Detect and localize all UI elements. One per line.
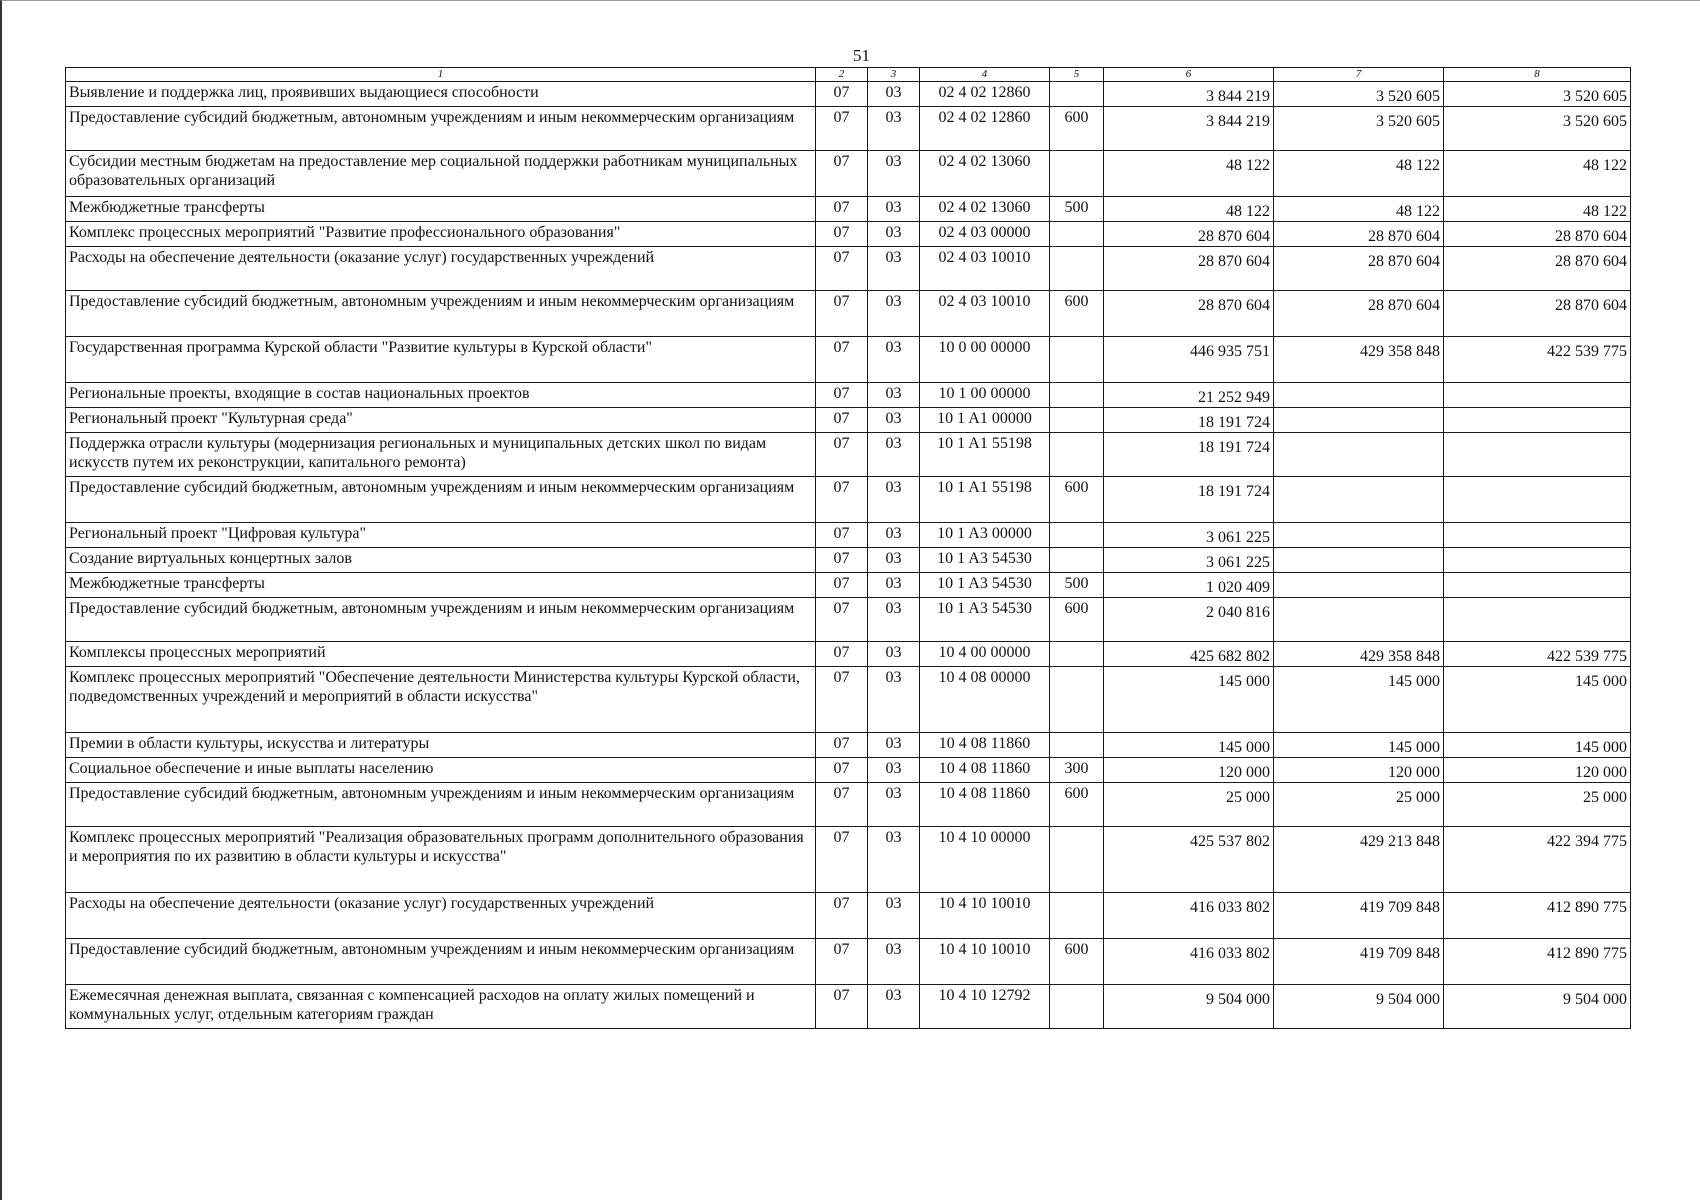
amount-year-3 [1444,383,1631,408]
target-article-code: 10 1 A3 00000 [920,523,1050,548]
page-number: 51 [853,46,870,65]
section-code: 07 [816,222,868,247]
amount-year-1: 28 870 604 [1104,247,1274,291]
amount-year-1: 25 000 [1104,783,1274,827]
section-code: 07 [816,667,868,733]
subsection-code: 03 [868,985,920,1029]
expense-type-code [1050,893,1104,939]
section-code: 07 [816,733,868,758]
amount-year-1: 145 000 [1104,733,1274,758]
amount-year-2: 3 520 605 [1274,107,1444,151]
item-name: Региональный проект "Культурная среда" [66,408,816,433]
column-number: 7 [1274,68,1444,82]
subsection-code: 03 [868,408,920,433]
amount-year-3: 145 000 [1444,733,1631,758]
item-name: Предоставление субсидий бюджетным, автономным учреждениям и иным некоммерческим организациям [66,598,816,642]
subsection-code: 03 [868,107,920,151]
subsection-code: 03 [868,548,920,573]
table-row [66,733,1631,758]
subsection-code: 03 [868,151,920,197]
table-row [66,477,1631,523]
table-row [66,383,1631,408]
subsection-code: 03 [868,197,920,222]
amount-year-3 [1444,408,1631,433]
amount-year-1: 3 061 225 [1104,548,1274,573]
item-name: Межбюджетные трансферты [66,197,816,222]
amount-year-1: 18 191 724 [1104,408,1274,433]
subsection-code: 03 [868,733,920,758]
target-article-code: 10 1 A1 55198 [920,433,1050,477]
item-name: Комплекс процессных мероприятий "Реализация образовательных программ дополнительного образования и мероприятия по их развитию в области культуры и искусства" [66,827,816,893]
table-row [66,433,1631,477]
item-name: Региональный проект "Цифровая культура" [66,523,816,548]
amount-year-3: 48 122 [1444,151,1631,197]
target-article-code: 10 1 A3 54530 [920,573,1050,598]
target-article-code: 02 4 02 12860 [920,82,1050,107]
amount-year-2 [1274,523,1444,548]
amount-year-1: 1 020 409 [1104,573,1274,598]
amount-year-3: 145 000 [1444,667,1631,733]
subsection-code: 03 [868,783,920,827]
amount-year-3: 9 504 000 [1444,985,1631,1029]
expense-type-code [1050,733,1104,758]
item-name: Создание виртуальных концертных залов [66,548,816,573]
budget-table [65,67,1631,1029]
item-name: Расходы на обеспечение деятельности (оказание услуг) государственных учреждений [66,893,816,939]
table-row [66,642,1631,667]
item-name: Предоставление субсидий бюджетным, автономным учреждениям и иным некоммерческим организациям [66,939,816,985]
amount-year-2: 429 358 848 [1274,337,1444,383]
table-row [66,82,1631,107]
table-row [66,107,1631,151]
expense-type-code: 600 [1050,783,1104,827]
section-code: 07 [816,151,868,197]
subsection-code: 03 [868,667,920,733]
amount-year-1: 145 000 [1104,667,1274,733]
amount-year-2: 28 870 604 [1274,247,1444,291]
subsection-code: 03 [868,523,920,548]
amount-year-2 [1274,598,1444,642]
subsection-code: 03 [868,383,920,408]
expense-type-code: 600 [1050,598,1104,642]
amount-year-1: 18 191 724 [1104,433,1274,477]
item-name: Предоставление субсидий бюджетным, автономным учреждениям и иным некоммерческим организациям [66,107,816,151]
amount-year-1: 416 033 802 [1104,893,1274,939]
section-code: 07 [816,548,868,573]
item-name: Региональные проекты, входящие в состав национальных проектов [66,383,816,408]
section-code: 07 [816,642,868,667]
table-row [66,827,1631,893]
table-row [66,151,1631,197]
item-name: Предоставление субсидий бюджетным, автономным учреждениям и иным некоммерческим организациям [66,477,816,523]
table-row [66,783,1631,827]
column-number: 3 [868,68,920,82]
subsection-code: 03 [868,222,920,247]
item-name: Предоставление субсидий бюджетным, автономным учреждениям и иным некоммерческим организациям [66,291,816,337]
expense-type-code [1050,151,1104,197]
expense-type-code [1050,247,1104,291]
target-article-code: 02 4 03 00000 [920,222,1050,247]
table-body [66,82,1631,1029]
amount-year-3: 28 870 604 [1444,247,1631,291]
amount-year-2: 28 870 604 [1274,291,1444,337]
amount-year-1: 3 061 225 [1104,523,1274,548]
amount-year-3 [1444,523,1631,548]
section-code: 07 [816,827,868,893]
amount-year-1: 48 122 [1104,197,1274,222]
amount-year-2 [1274,477,1444,523]
subsection-code: 03 [868,247,920,291]
amount-year-1: 425 537 802 [1104,827,1274,893]
target-article-code: 10 4 08 11860 [920,733,1050,758]
section-code: 07 [816,337,868,383]
section-code: 07 [816,247,868,291]
amount-year-2: 3 520 605 [1274,82,1444,107]
amount-year-2: 145 000 [1274,733,1444,758]
amount-year-3: 48 122 [1444,197,1631,222]
amount-year-2: 419 709 848 [1274,939,1444,985]
amount-year-3 [1444,573,1631,598]
expense-type-code [1050,337,1104,383]
table-row [66,197,1631,222]
amount-year-2: 429 358 848 [1274,642,1444,667]
amount-year-1: 9 504 000 [1104,985,1274,1029]
amount-year-3: 422 394 775 [1444,827,1631,893]
section-code: 07 [816,985,868,1029]
amount-year-2 [1274,433,1444,477]
item-name: Поддержка отрасли культуры (модернизация региональных и муниципальных детских школ по видам искусств путем их реконструкции, капитального ремонта) [66,433,816,477]
amount-year-3: 412 890 775 [1444,893,1631,939]
amount-year-3 [1444,477,1631,523]
amount-year-3: 120 000 [1444,758,1631,783]
subsection-code: 03 [868,939,920,985]
amount-year-2: 48 122 [1274,197,1444,222]
subsection-code: 03 [868,827,920,893]
subsection-code: 03 [868,598,920,642]
item-name: Расходы на обеспечение деятельности (оказание услуг) государственных учреждений [66,247,816,291]
target-article-code: 10 1 00 00000 [920,383,1050,408]
amount-year-2: 419 709 848 [1274,893,1444,939]
amount-year-1: 425 682 802 [1104,642,1274,667]
amount-year-1: 48 122 [1104,151,1274,197]
item-name: Субсидии местным бюджетам на предоставление мер социальной поддержки работникам муниципальных образовательных организаций [66,151,816,197]
item-name: Комплекс процессных мероприятий "Развитие профессионального образования" [66,222,816,247]
amount-year-2: 145 000 [1274,667,1444,733]
amount-year-3: 422 539 775 [1444,337,1631,383]
target-article-code: 10 4 08 11860 [920,758,1050,783]
table-row [66,337,1631,383]
expense-type-code [1050,383,1104,408]
table-row [66,667,1631,733]
expense-type-code [1050,642,1104,667]
column-number: 4 [920,68,1050,82]
column-number-row [66,68,1631,82]
column-number: 6 [1104,68,1274,82]
amount-year-1: 21 252 949 [1104,383,1274,408]
expense-type-code [1050,408,1104,433]
section-code: 07 [816,598,868,642]
amount-year-3: 28 870 604 [1444,222,1631,247]
amount-year-1: 18 191 724 [1104,477,1274,523]
table-row [66,893,1631,939]
item-name: Межбюджетные трансферты [66,573,816,598]
target-article-code: 10 1 A1 55198 [920,477,1050,523]
column-number: 2 [816,68,868,82]
amount-year-1: 3 844 219 [1104,82,1274,107]
table-row [66,939,1631,985]
amount-year-3: 3 520 605 [1444,107,1631,151]
expense-type-code [1050,433,1104,477]
column-number: 8 [1444,68,1631,82]
amount-year-2: 429 213 848 [1274,827,1444,893]
amount-year-1: 2 040 816 [1104,598,1274,642]
amount-year-3: 25 000 [1444,783,1631,827]
expense-type-code: 600 [1050,291,1104,337]
amount-year-3 [1444,598,1631,642]
item-name: Выявление и поддержка лиц, проявивших выдающиеся способности [66,82,816,107]
amount-year-3: 28 870 604 [1444,291,1631,337]
item-name: Ежемесячная денежная выплата, связанная с компенсацией расходов на оплату жилых помещений и коммунальных услуг, отдельным категориям граждан [66,985,816,1029]
amount-year-2: 25 000 [1274,783,1444,827]
section-code: 07 [816,82,868,107]
subsection-code: 03 [868,433,920,477]
expense-type-code: 600 [1050,477,1104,523]
expense-type-code [1050,667,1104,733]
table-row [66,523,1631,548]
table-row [66,247,1631,291]
expense-type-code: 600 [1050,939,1104,985]
target-article-code: 02 4 02 13060 [920,197,1050,222]
section-code: 07 [816,433,868,477]
table-row [66,222,1631,247]
subsection-code: 03 [868,893,920,939]
target-article-code: 02 4 02 13060 [920,151,1050,197]
section-code: 07 [816,758,868,783]
table-row [66,598,1631,642]
expense-type-code: 600 [1050,107,1104,151]
section-code: 07 [816,573,868,598]
amount-year-3: 412 890 775 [1444,939,1631,985]
amount-year-1: 28 870 604 [1104,291,1274,337]
subsection-code: 03 [868,758,920,783]
amount-year-3: 422 539 775 [1444,642,1631,667]
expense-type-code [1050,222,1104,247]
expense-type-code [1050,827,1104,893]
amount-year-2 [1274,573,1444,598]
target-article-code: 10 4 10 00000 [920,827,1050,893]
amount-year-1: 416 033 802 [1104,939,1274,985]
item-name: Комплексы процессных мероприятий [66,642,816,667]
target-article-code: 02 4 03 10010 [920,291,1050,337]
column-number: 5 [1050,68,1104,82]
amount-year-3: 3 520 605 [1444,82,1631,107]
amount-year-2 [1274,383,1444,408]
amount-year-1: 120 000 [1104,758,1274,783]
section-code: 07 [816,197,868,222]
target-article-code: 10 4 10 10010 [920,939,1050,985]
target-article-code: 10 4 00 00000 [920,642,1050,667]
table-row [66,408,1631,433]
amount-year-1: 28 870 604 [1104,222,1274,247]
section-code: 07 [816,523,868,548]
section-code: 07 [816,107,868,151]
column-number: 1 [66,68,816,82]
item-name: Премии в области культуры, искусства и литературы [66,733,816,758]
amount-year-1: 3 844 219 [1104,107,1274,151]
target-article-code: 02 4 02 12860 [920,107,1050,151]
target-article-code: 10 1 A3 54530 [920,598,1050,642]
subsection-code: 03 [868,642,920,667]
amount-year-2: 28 870 604 [1274,222,1444,247]
target-article-code: 10 1 A3 54530 [920,548,1050,573]
target-article-code: 02 4 03 10010 [920,247,1050,291]
target-article-code: 10 0 00 00000 [920,337,1050,383]
amount-year-2: 120 000 [1274,758,1444,783]
target-article-code: 10 4 10 12792 [920,985,1050,1029]
table-row [66,291,1631,337]
expense-type-code: 300 [1050,758,1104,783]
expense-type-code [1050,523,1104,548]
item-name: Комплекс процессных мероприятий "Обеспечение деятельности Министерства культуры Курской области, подведомственных учреждений и мероприятий в области искусства" [66,667,816,733]
table-row [66,548,1631,573]
item-name: Социальное обеспечение и иные выплаты населению [66,758,816,783]
section-code: 07 [816,408,868,433]
section-code: 07 [816,783,868,827]
amount-year-2: 48 122 [1274,151,1444,197]
target-article-code: 10 4 08 11860 [920,783,1050,827]
expense-type-code [1050,985,1104,1029]
section-code: 07 [816,893,868,939]
amount-year-2 [1274,548,1444,573]
subsection-code: 03 [868,291,920,337]
item-name: Государственная программа Курской области "Развитие культуры в Курской области" [66,337,816,383]
target-article-code: 10 1 A1 00000 [920,408,1050,433]
table-row [66,758,1631,783]
expense-type-code: 500 [1050,197,1104,222]
subsection-code: 03 [868,337,920,383]
expense-type-code [1050,548,1104,573]
table-row [66,573,1631,598]
amount-year-2: 9 504 000 [1274,985,1444,1029]
subsection-code: 03 [868,573,920,598]
item-name: Предоставление субсидий бюджетным, автономным учреждениям и иным некоммерческим организациям [66,783,816,827]
amount-year-1: 446 935 751 [1104,337,1274,383]
target-article-code: 10 4 08 00000 [920,667,1050,733]
amount-year-2 [1274,408,1444,433]
amount-year-3 [1444,548,1631,573]
subsection-code: 03 [868,82,920,107]
table-row [66,985,1631,1029]
section-code: 07 [816,477,868,523]
section-code: 07 [816,291,868,337]
amount-year-3 [1444,433,1631,477]
section-code: 07 [816,939,868,985]
target-article-code: 10 4 10 10010 [920,893,1050,939]
expense-type-code [1050,82,1104,107]
subsection-code: 03 [868,477,920,523]
expense-type-code: 500 [1050,573,1104,598]
section-code: 07 [816,383,868,408]
